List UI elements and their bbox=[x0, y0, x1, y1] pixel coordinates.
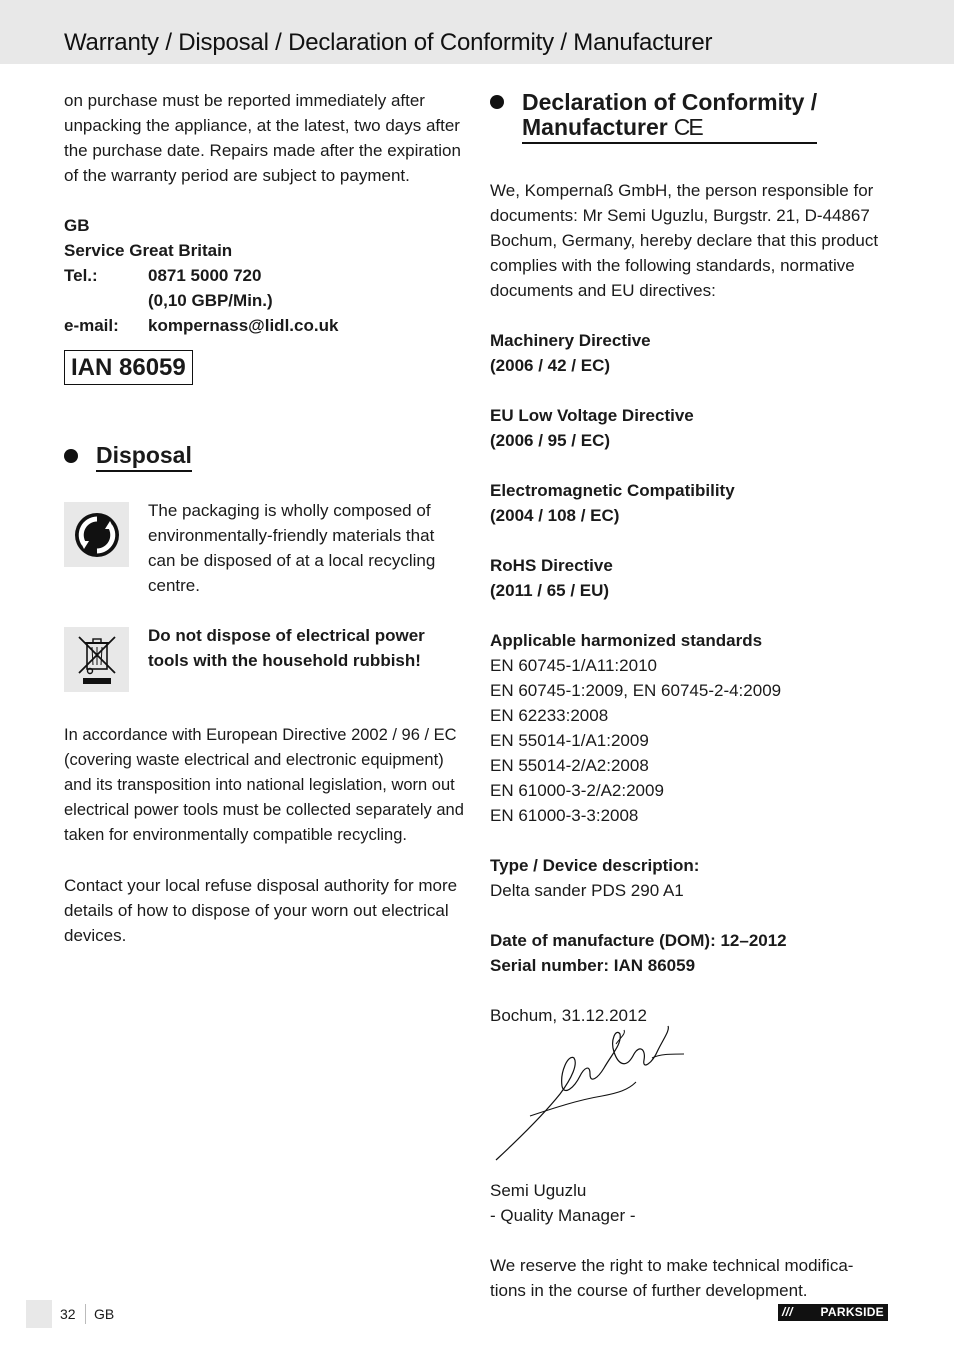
place-date: Bochum, 31.12.2012 bbox=[490, 1006, 647, 1025]
directive-name: Machinery Directive bbox=[490, 331, 651, 350]
section-bullet bbox=[64, 449, 78, 463]
weee-block bbox=[64, 623, 466, 692]
directive-code: (2006 / 95 / EC) bbox=[490, 431, 611, 450]
tel-rate: (0,10 GBP/Min.) bbox=[148, 291, 273, 310]
serial-number: Serial number: IAN 86059 bbox=[490, 956, 696, 975]
standards-title: Applicable harmonized standards bbox=[490, 631, 763, 650]
disposal-heading bbox=[64, 443, 466, 472]
standard-item: EN 60745-1/A11:2010 bbox=[490, 656, 657, 675]
tel-rate-row bbox=[64, 288, 466, 313]
section-bullet bbox=[490, 95, 504, 109]
page-title: Warranty / Disposal / Declaration of Conformity / Manufacturer bbox=[64, 29, 713, 56]
email-label: e-mail: bbox=[64, 316, 119, 335]
conformity-title-line1: Declaration of Conformity / bbox=[522, 89, 818, 115]
service-country: GB bbox=[64, 216, 90, 235]
page-number: 32 bbox=[60, 1306, 76, 1322]
reserve-line: We reserve the right to make technical modifica- bbox=[490, 1256, 854, 1275]
brand-stripes: /// bbox=[782, 1305, 793, 1319]
date-of-manufacture: Date of manufacture (DOM): 12–2012 bbox=[490, 931, 787, 950]
footer-tab bbox=[26, 1300, 52, 1328]
left-column bbox=[64, 88, 466, 948]
standard-item: EN 61000-3-3:2008 bbox=[490, 806, 639, 825]
directive-name: Electromagnetic Compatibility bbox=[490, 481, 735, 500]
green-dot-recycling-icon bbox=[64, 502, 129, 567]
signer-role: - Quality Manager - bbox=[490, 1206, 636, 1225]
signature-icon bbox=[494, 1024, 694, 1164]
type-value: Delta sander PDS 290 A1 bbox=[490, 881, 684, 900]
directive-code: (2004 / 108 / EC) bbox=[490, 506, 620, 525]
directive-name: RoHS Directive bbox=[490, 556, 613, 575]
ce-mark-icon: CE bbox=[673, 114, 702, 140]
tel-row bbox=[64, 263, 466, 288]
signer-name: Semi Uguzlu bbox=[490, 1181, 587, 1200]
directive-code: (2006 / 42 / EC) bbox=[490, 356, 611, 375]
page-header bbox=[0, 0, 954, 64]
standard-item: EN 62233:2008 bbox=[490, 706, 609, 725]
packaging-text: The packaging is wholly composed of environmentally-friendly materials that can be disposed of at a local recycling centre. bbox=[148, 501, 436, 595]
directive-name: EU Low Voltage Directive bbox=[490, 406, 694, 425]
parkside-logo bbox=[778, 1304, 888, 1321]
standard-item: EN 61000-3-2/A2:2009 bbox=[490, 781, 664, 800]
conformity-title-line2: Manufacturer bbox=[522, 114, 668, 140]
footer-language: GB bbox=[94, 1306, 115, 1322]
standard-item: EN 55014-2/A2:2008 bbox=[490, 756, 649, 775]
conformity-heading bbox=[490, 90, 900, 144]
weee-warning: Do not dispose of electrical power tools with the household rubbish! bbox=[148, 626, 425, 670]
email-value[interactable]: kompernass@lidl.co.uk bbox=[148, 316, 339, 335]
packaging-block bbox=[64, 498, 466, 598]
disposal-title: Disposal bbox=[96, 443, 192, 472]
conformity-intro: We, Kompernaß GmbH, the person responsible for documents: Mr Semi Uguzlu, Burgstr. 21, D-44867 Bochum, Germany, hereby declare that this product complies with the following standards, normative documents and EU directives: bbox=[490, 181, 879, 300]
conformity-title bbox=[522, 90, 817, 144]
tel-label: Tel.: bbox=[64, 266, 98, 285]
crossed-out-wheelie-bin-icon bbox=[64, 627, 129, 692]
email-row bbox=[64, 313, 466, 338]
brand-name: PARKSIDE bbox=[820, 1305, 884, 1319]
tel-value: 0871 5000 720 bbox=[148, 266, 262, 285]
footer-divider bbox=[85, 1304, 86, 1324]
ian-box: IAN 86059 bbox=[64, 350, 193, 385]
directive-text: In accordance with European Directive 2002 / 96 / EC (covering waste electrical and electronic equipment) and its transposition into national legislation, worn out electrical power tools must be collected separately and taken for environmentally compatible recycling. bbox=[64, 726, 464, 844]
warranty-text: on purchase must be reported immediately after unpacking the appliance, at the latest, two days after the purchase date. Repairs made after the expiration of the warranty period are subject to payment. bbox=[64, 91, 461, 185]
standard-item: EN 60745-1:2009, EN 60745-2-4:2009 bbox=[490, 681, 782, 700]
contact-text: Contact your local refuse disposal authority for more details of how to dispose of your worn out electrical devices. bbox=[64, 876, 458, 945]
type-label: Type / Device description: bbox=[490, 856, 700, 875]
directive-code: (2011 / 65 / EU) bbox=[490, 581, 610, 600]
reserve-line: tions in the course of further development. bbox=[490, 1281, 808, 1300]
service-name: Service Great Britain bbox=[64, 241, 233, 260]
standard-item: EN 55014-1/A1:2009 bbox=[490, 731, 649, 750]
